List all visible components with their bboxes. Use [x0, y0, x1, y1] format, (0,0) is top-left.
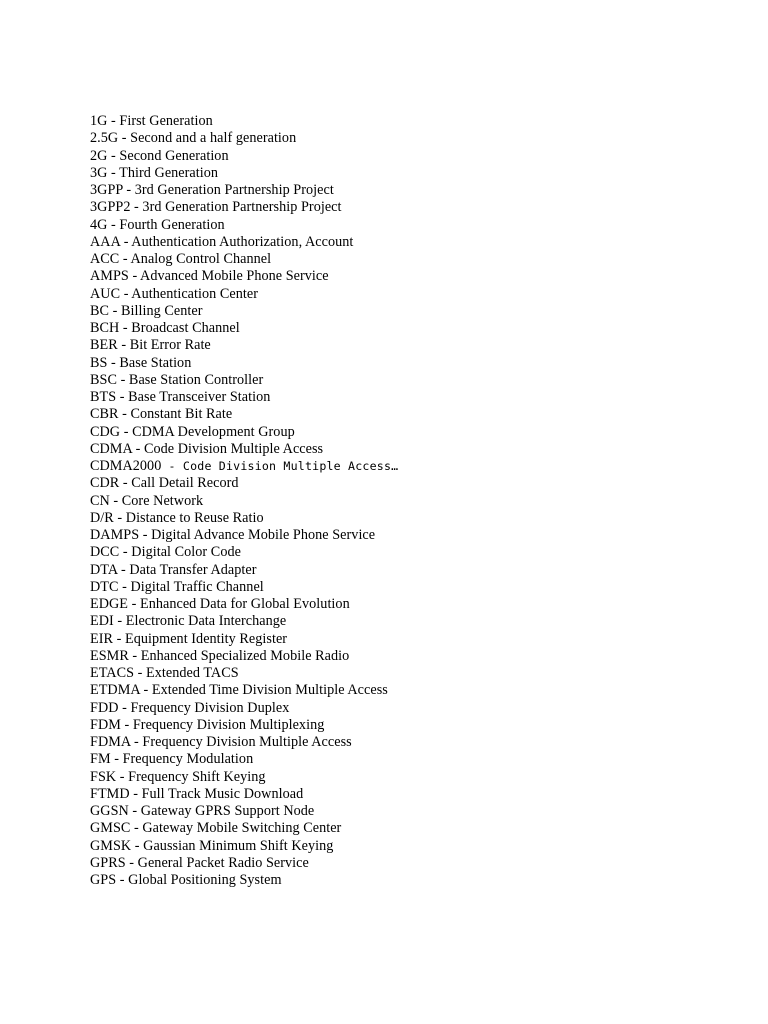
list-item: EIR - Equipment Identity Register	[90, 630, 288, 647]
list-item: GMSC - Gateway Mobile Switching Center	[90, 820, 342, 837]
list-item: CDG - CDMA Development Group	[90, 423, 295, 440]
list-item: FSK - Frequency Shift Keying	[90, 768, 266, 785]
list-item: ACC - Analog Control Channel	[90, 251, 272, 267]
list-item: 2G - Second Generation	[90, 147, 229, 164]
list-item: BC - Billing Center	[90, 302, 203, 319]
list-item: 3GPP - 3rd Generation Partnership Project	[90, 182, 334, 198]
list-item: GPS - Global Positioning System	[90, 872, 282, 888]
list-item: D/R - Distance to Reuse Ratio	[90, 509, 264, 526]
list-item: ETACS - Extended TACS	[90, 665, 239, 681]
list-item: ETDMA - Extended Time Division Multiple Access	[90, 682, 388, 699]
list-item: BCH - Broadcast Channel	[90, 320, 240, 336]
list-item: EDGE - Enhanced Data for Global Evolution	[90, 596, 350, 612]
list-item: EDI - Electronic Data Interchange	[90, 613, 287, 630]
list-item: CN - Core Network	[90, 492, 204, 509]
list-item: BTS - Base Transceiver Station	[90, 389, 271, 405]
list-item-rest: - Code Division Multiple Access…	[161, 459, 399, 473]
list-item: 1G - First Generation	[90, 113, 213, 129]
acronym-list	[90, 113, 398, 889]
list-item: GMSK - Gaussian Minimum Shift Keying	[90, 837, 334, 854]
list-item-prefix: CDMA2000	[90, 458, 162, 474]
list-item: FDD - Frequency Division Duplex	[90, 699, 290, 716]
list-item: FM - Frequency Modulation	[90, 751, 254, 768]
list-item: AAA - Authentication Authorization, Account	[90, 233, 354, 250]
list-item: AUC - Authentication Center	[90, 285, 259, 302]
list-item: 3G - Third Generation	[90, 164, 219, 181]
list-item: DAMPS - Digital Advance Mobile Phone Service	[90, 527, 376, 543]
list-item: 2.5G - Second and a half generation	[90, 130, 297, 147]
list-item: 4G - Fourth Generation	[90, 216, 225, 233]
list-item: DTA - Data Transfer Adapter	[90, 561, 257, 578]
list-item: DTC - Digital Traffic Channel	[90, 578, 264, 595]
list-item: DCC - Digital Color Code	[90, 544, 241, 561]
list-item: CDR - Call Detail Record	[90, 475, 239, 492]
list-item: GPRS - General Packet Radio Service	[90, 854, 309, 871]
list-item: BS - Base Station	[90, 354, 192, 371]
list-item: FDMA - Frequency Division Multiple Access	[90, 734, 352, 750]
list-item: 3GPP2 - 3rd Generation Partnership Project	[90, 199, 342, 216]
list-item: AMPS - Advanced Mobile Phone Service	[90, 268, 329, 285]
list-item: FTMD - Full Track Music Download	[90, 785, 304, 802]
list-item: GGSN - Gateway GPRS Support Node	[90, 803, 315, 819]
list-item: BER - Bit Error Rate	[90, 337, 211, 354]
list-item: CDMA - Code Division Multiple Access	[90, 440, 324, 457]
list-item-truncated	[90, 458, 398, 475]
list-item: BSC - Base Station Controller	[90, 371, 264, 388]
list-item: CBR - Constant Bit Rate	[90, 406, 233, 423]
list-item: FDM - Frequency Division Multiplexing	[90, 716, 325, 733]
list-item: ESMR - Enhanced Specialized Mobile Radio	[90, 647, 350, 664]
